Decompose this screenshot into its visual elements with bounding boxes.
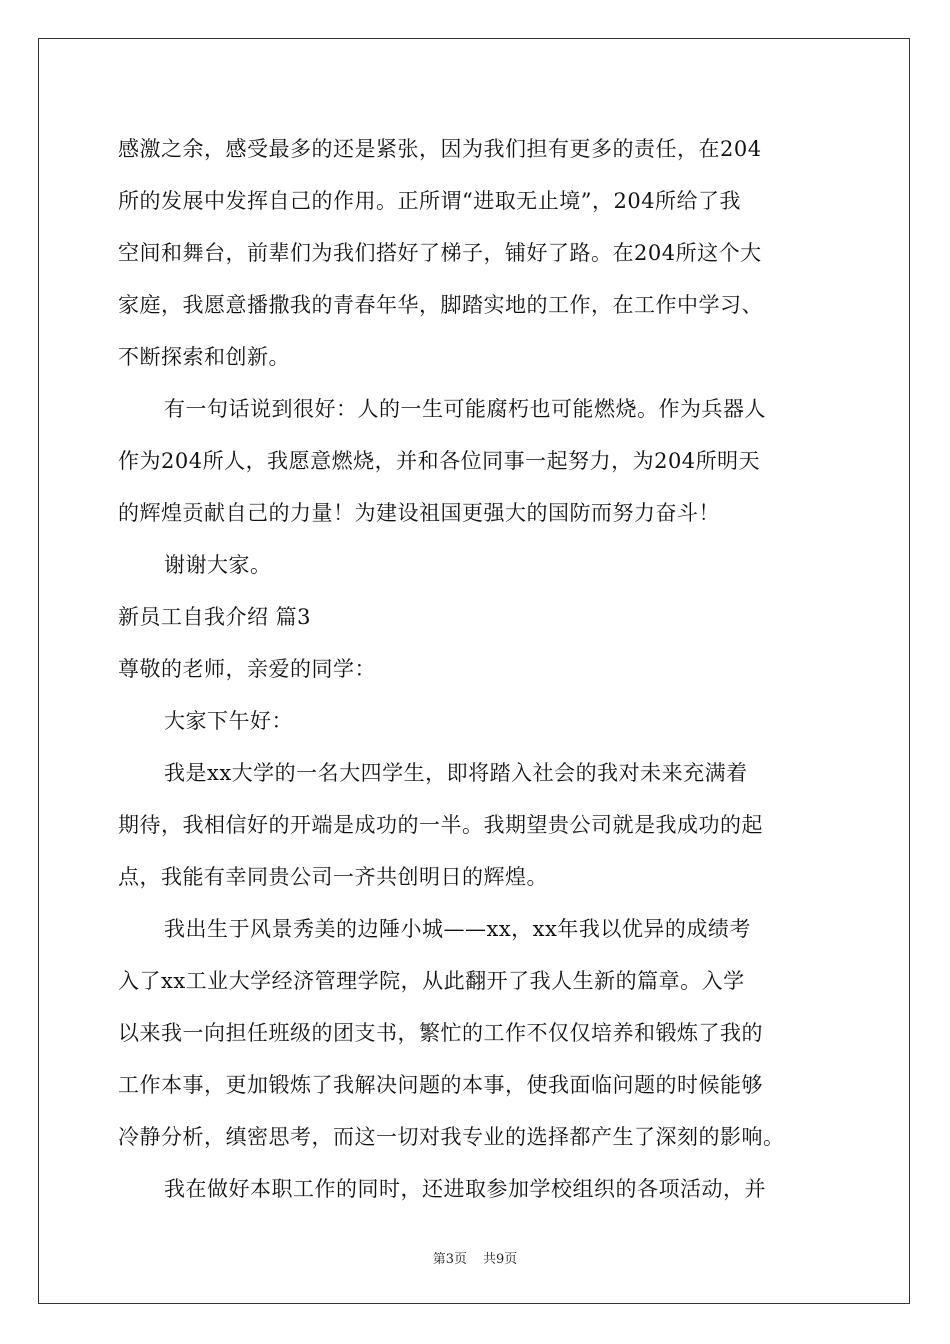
text-line-16: 我出生于风景秀美的边陲小城——xx，xx年我以优异的成绩考 [164,917,751,941]
salutation: 尊敬的老师，亲爱的同学： [118,657,376,681]
text-line-4: 家庭，我愿意播撒我的青春年华，脚踏实地的工作，在工作中学习、 [118,293,763,317]
text-line-6: 有一句话说到很好：人的一生可能腐朽也可能燃烧。作为兵器人 [164,397,766,421]
text-line-5: 不断探索和创新。 [118,345,290,369]
text-line-7: 作为204所人，我愿意燃烧，并和各位同事一起努力，为204所明天 [118,449,761,473]
text-line-13: 我是xx大学的一名大四学生，即将踏入社会的我对未来充满着 [164,761,748,785]
page-total: 共9页 [483,1252,518,1267]
text-line-9: 谢谢大家。 [164,553,272,577]
text-line-15: 点，我能有幸同贵公司一齐共创明日的辉煌。 [118,865,548,889]
section-heading: 新员工自我介绍 篇3 [118,605,312,629]
text-line-18: 以来我一向担任班级的团支书，繁忙的工作不仅仅培养和锻炼了我的 [118,1021,763,1045]
text-line-2: 所的发展中发挥自己的作用。正所谓“进取无止境”，204所给了我 [118,189,742,213]
page-footer [0,1248,950,1267]
greeting: 大家下午好： [164,709,293,733]
text-line-8: 的辉煌贡献自己的力量！为建设祖国更强大的国防而努力奋斗！ [118,501,720,525]
text-line-20: 冷静分析，缜密思考，而这一切对我专业的选择都产生了深刻的影响。 [118,1125,785,1149]
text-line-17: 入了xx工业大学经济管理学院，从此翻开了我人生新的篇章。入学 [118,969,745,993]
text-line-1: 感激之余，感受最多的还是紧张，因为我们担有更多的责任，在204 [118,137,762,161]
text-line-19: 工作本事，更加锻炼了我解决问题的本事，使我面临问题的时候能够 [118,1073,763,1097]
text-line-21: 我在做好本职工作的同时，还进取参加学校组织的各项活动，并 [164,1177,766,1201]
text-line-14: 期待，我相信好的开端是成功的一半。我期望贵公司就是我成功的起 [118,813,763,837]
document-body [118,128,838,1220]
text-line-3: 空间和舞台，前辈们为我们搭好了梯子，铺好了路。在204所这个大 [118,241,762,265]
page-number: 第3页 [432,1252,467,1267]
